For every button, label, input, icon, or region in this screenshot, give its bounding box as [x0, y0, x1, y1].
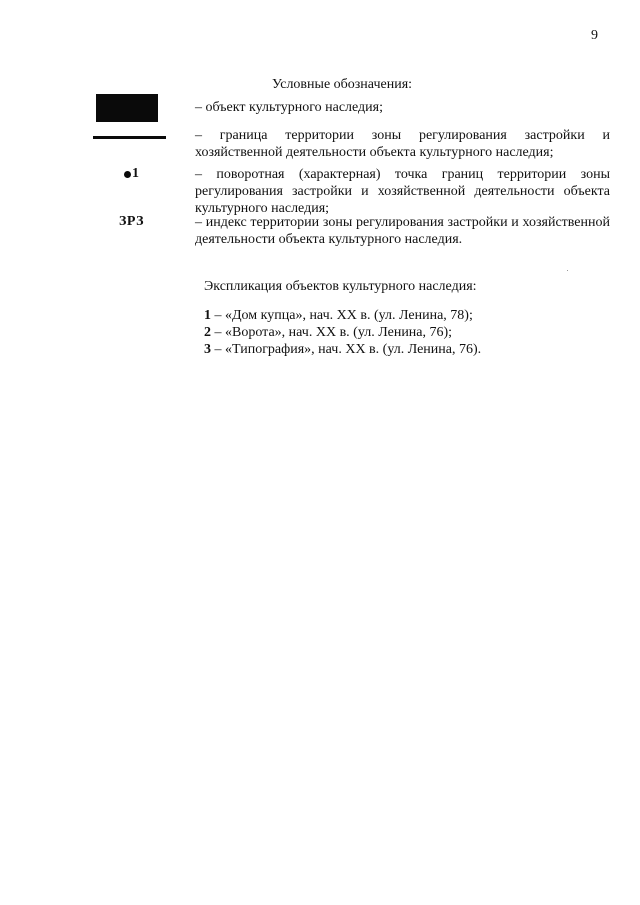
legend-item-turning-point: – поворотная (характерная) точка границ территории зоны регулирования застройки и хозяйственной деятельности объекта культурного наследия;	[195, 167, 610, 216]
legend-title: Условные обозначения:	[272, 77, 413, 92]
zone-index-symbol: ЗРЗ	[119, 214, 145, 229]
explication-item	[204, 341, 481, 358]
explication-item-text: – «Дом купца», нач. XX в. (ул. Ленина, 78);	[211, 308, 473, 323]
zone-boundary-line-symbol	[93, 136, 166, 139]
explication-item-number: 3	[204, 342, 211, 357]
scan-speck	[567, 270, 568, 271]
legend-item-zone-index: – индекс территории зоны регулирования застройки и хозяйственной деятельности объекта культурного наследия.	[195, 215, 610, 247]
explication-item	[204, 307, 481, 324]
explication-item-text: – «Типография», нач. XX в. (ул. Ленина, 76).	[211, 342, 482, 357]
explication-item	[204, 324, 481, 341]
explication-item-number: 2	[204, 325, 211, 340]
explication-item-number: 1	[204, 308, 211, 323]
legend-item-heritage-object: – объект культурного наследия;	[195, 100, 383, 115]
cultural-heritage-object-symbol	[96, 94, 158, 122]
turning-point-symbol	[124, 166, 139, 182]
point-dot-icon	[124, 171, 131, 178]
explication-item-text: – «Ворота», нач. XX в. (ул. Ленина, 76);	[211, 325, 453, 340]
explication-list	[204, 307, 481, 358]
legend-item-zone-boundary: – граница территории зоны регулирования застройки и хозяйственной деятельности объекта культурного наследия;	[195, 128, 610, 160]
explication-title: Экспликация объектов культурного наследия:	[204, 279, 477, 294]
page-number: 9	[591, 28, 598, 43]
turning-point-number: 1	[132, 166, 139, 181]
